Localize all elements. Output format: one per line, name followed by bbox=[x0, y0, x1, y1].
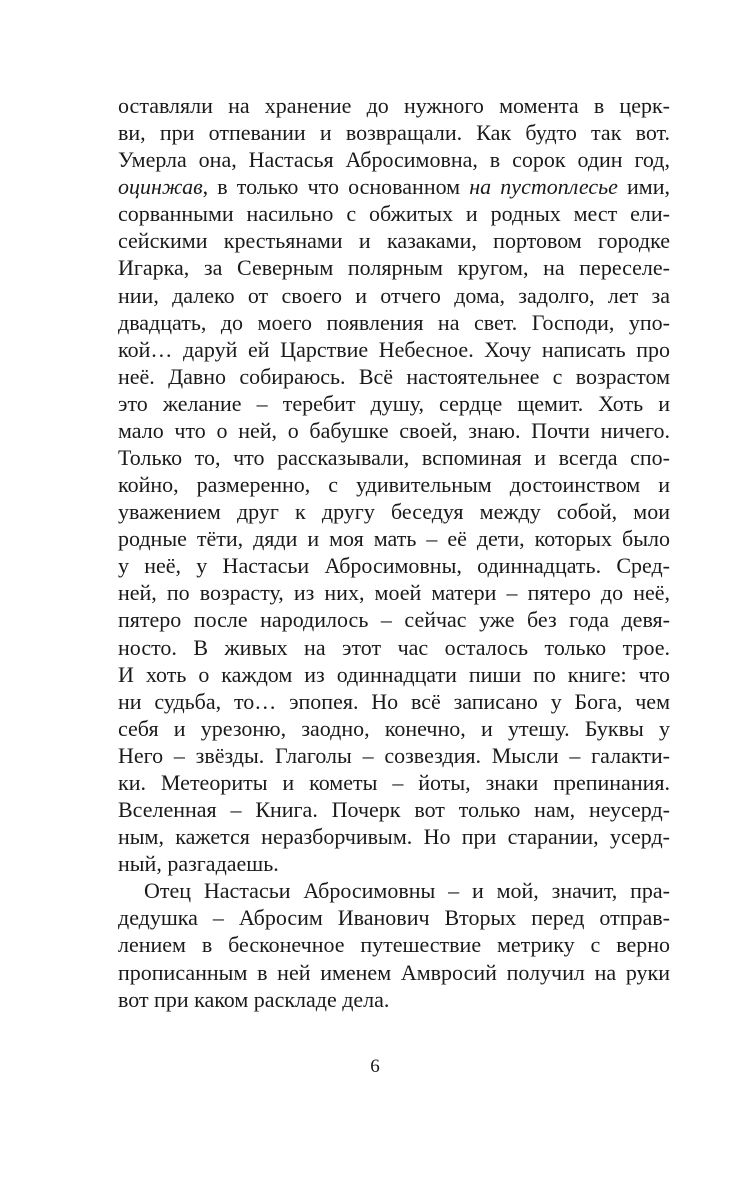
text-run: Отец Настасьи Абросимовны – и мой, значит, пра- bbox=[144, 878, 670, 904]
text-run: Него – звёзды. Глаголы – созвездия. Мысли – галакти- bbox=[118, 742, 670, 768]
text-run: ным, кажется неразборчивым. Но при старании, усерд- bbox=[118, 824, 670, 850]
text-run: лением в бесконечное путешествие метрику с верно bbox=[118, 932, 670, 958]
text-line bbox=[118, 471, 670, 498]
text-run: вот при каком раскладе дела. bbox=[118, 986, 390, 1012]
text-run: пятеро после народилось – сейчас уже без года девя- bbox=[118, 607, 670, 633]
text-line bbox=[118, 444, 670, 471]
text-run: Умерла она, Настасья Абросимовна, в сорок один год, bbox=[118, 147, 670, 173]
text-run: нии, далеко от своего и отчего дома, задолго, лет за bbox=[118, 282, 670, 308]
text-run: сорванными насильно с обжитых и родных мест ели- bbox=[118, 201, 670, 227]
text-run: кой… даруй ей Царствие Небесное. Хочу написать про bbox=[118, 336, 670, 362]
text-line bbox=[118, 634, 670, 661]
text-run: себя и урезоню, заодно, конечно, и утешу. Буквы у bbox=[118, 715, 670, 741]
text-line bbox=[118, 200, 670, 227]
text-run: родные тёти, дяди и моя мать – её дети, которых было bbox=[118, 526, 670, 552]
text-run: носто. В живых на этот час осталось только трое. bbox=[118, 634, 670, 660]
text-run: неё. Давно собираюсь. Всё настоятельнее с возрастом bbox=[118, 363, 670, 389]
page-number: 6 bbox=[370, 1056, 380, 1077]
text-run: ный, разгадаешь. bbox=[118, 851, 279, 877]
text-run: двадцать, до моего появления на свет. Господи, упо- bbox=[118, 309, 670, 335]
text-line bbox=[118, 390, 670, 417]
text-run: И хоть о каждом из одиннадцати пиши по книге: что bbox=[118, 661, 670, 687]
text-line bbox=[118, 931, 670, 958]
text-run: койно, размеренно, с удивительным достоинством и bbox=[118, 472, 670, 498]
text-line bbox=[118, 254, 670, 281]
page-body bbox=[118, 92, 670, 1013]
paragraph bbox=[118, 877, 670, 1012]
text-line bbox=[118, 336, 670, 363]
text-run: сейскими крестьянами и казаками, портовом городке bbox=[118, 228, 670, 254]
text-run: Только то, что рассказывали, вспоминая и всегда спо- bbox=[118, 445, 670, 471]
text-run: ни судьба, то… эпопея. Но всё записано у Бога, чем bbox=[118, 688, 670, 714]
text-line bbox=[118, 498, 670, 525]
text-line bbox=[118, 986, 670, 1013]
text-line bbox=[118, 715, 670, 742]
text-run: Вселенная – Книга. Почерк вот только нам, неусерд- bbox=[118, 797, 670, 823]
text-line bbox=[118, 850, 670, 877]
text-line bbox=[118, 796, 670, 823]
text-line bbox=[118, 92, 670, 119]
text-run: дедушка – Абросим Иванович Вторых перед отправ- bbox=[118, 905, 670, 931]
text-line bbox=[118, 904, 670, 931]
text-line bbox=[118, 661, 670, 688]
text-line bbox=[118, 552, 670, 579]
text-line bbox=[118, 877, 670, 904]
text-line bbox=[118, 769, 670, 796]
italic-text: оцинжав bbox=[118, 174, 203, 200]
text-run: ими, bbox=[617, 174, 670, 200]
text-line bbox=[118, 363, 670, 390]
text-line bbox=[118, 525, 670, 552]
text-run: у неё, у Настасьи Абросимовны, одиннадцать. Сред- bbox=[118, 553, 670, 579]
text-run: это желание – теребит душу, сердце щемит. Хоть и bbox=[118, 390, 670, 416]
text-line bbox=[118, 227, 670, 254]
text-line bbox=[118, 119, 670, 146]
paragraph bbox=[118, 92, 670, 877]
text-run: ви, при отпевании и возвращали. Как будто так вот. bbox=[118, 120, 670, 146]
text-run: , в только что основанном bbox=[202, 174, 470, 200]
text-line bbox=[118, 688, 670, 715]
text-line bbox=[118, 173, 670, 200]
text-run: уважением друг к другу беседуя между собой, мои bbox=[118, 499, 670, 525]
text-line bbox=[118, 282, 670, 309]
text-line bbox=[118, 146, 670, 173]
text-run: прописанным в ней именем Амвросий получил на руки bbox=[118, 959, 670, 985]
text-run: ней, по возрасту, из них, моей матери – пятеро до неё, bbox=[118, 580, 670, 606]
text-line bbox=[118, 417, 670, 444]
text-line bbox=[118, 823, 670, 850]
text-line bbox=[118, 742, 670, 769]
italic-text: на пустоплесье bbox=[469, 174, 618, 200]
text-line bbox=[118, 959, 670, 986]
text-line bbox=[118, 309, 670, 336]
text-run: ки. Метеориты и кометы – йоты, знаки препинания. bbox=[118, 769, 670, 795]
text-run: оставляли на хранение до нужного момента в церк- bbox=[118, 93, 670, 118]
text-run: Игарка, за Северным полярным кругом, на переселе- bbox=[118, 255, 670, 281]
text-line bbox=[118, 579, 670, 606]
text-line bbox=[118, 606, 670, 633]
text-run: мало что о ней, о бабушке своей, знаю. Почти ничего. bbox=[118, 417, 670, 443]
